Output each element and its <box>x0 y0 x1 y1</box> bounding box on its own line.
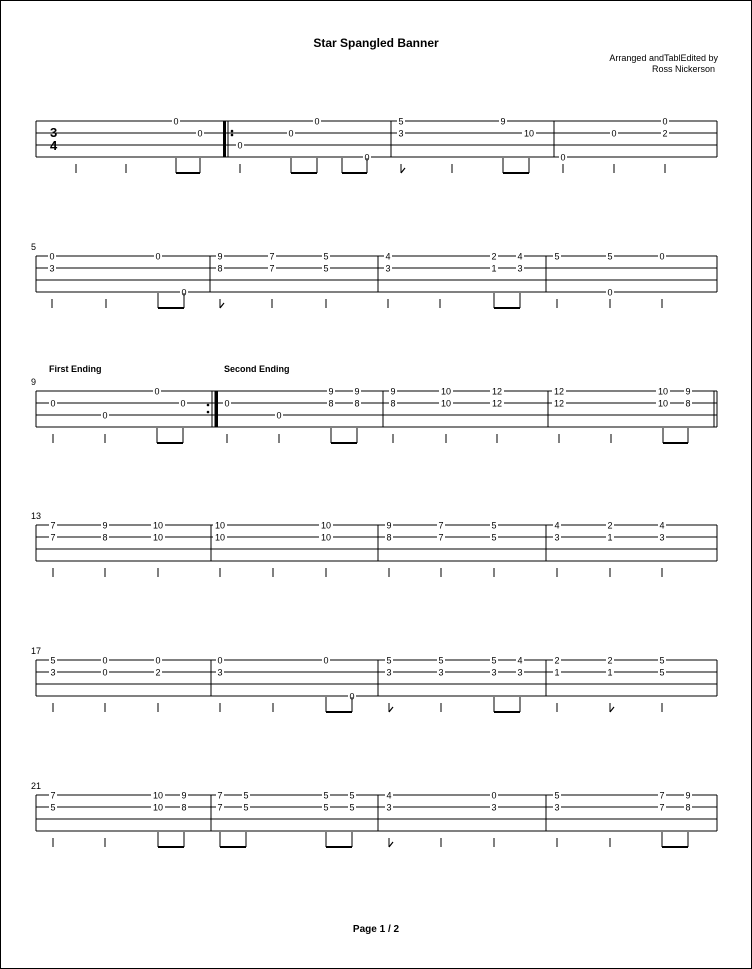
repeat-dot <box>231 134 234 137</box>
eighth-flag <box>389 842 393 847</box>
fret-number: 0 <box>224 398 230 409</box>
fret-number: 10 <box>440 398 452 409</box>
fret-number: 5 <box>554 790 560 801</box>
fret-number: 0 <box>491 790 497 801</box>
fret-number: 0 <box>102 667 108 678</box>
fret-number: 8 <box>328 398 334 409</box>
fret-number: 9 <box>181 790 187 801</box>
fret-number: 5 <box>349 802 355 813</box>
fret-number: 8 <box>386 532 392 543</box>
fret-number: 1 <box>554 667 560 678</box>
fret-number: 7 <box>50 790 56 801</box>
fret-number: 0 <box>237 140 243 151</box>
fret-number: 8 <box>685 802 691 813</box>
arranger-name: Ross Nickerson <box>651 64 715 74</box>
fret-number: 5 <box>323 263 329 274</box>
fret-number: 12 <box>491 386 503 397</box>
fret-number: 0 <box>607 287 613 298</box>
eighth-flag <box>401 168 405 173</box>
fret-number: 3 <box>386 667 392 678</box>
fret-number: 10 <box>214 520 226 531</box>
fret-number: 9 <box>102 520 108 531</box>
fret-number: 0 <box>102 655 108 666</box>
beam <box>157 442 183 444</box>
beam <box>158 307 184 309</box>
fret-number: 3 <box>517 667 523 678</box>
fret-number: 0 <box>323 655 329 666</box>
fret-number: 5 <box>243 790 249 801</box>
fret-number: 7 <box>217 790 223 801</box>
fret-number: 5 <box>323 790 329 801</box>
repeat-dot <box>231 130 234 133</box>
fret-number: 0 <box>560 152 566 163</box>
fret-number: 8 <box>685 398 691 409</box>
tab-system <box>31 781 717 848</box>
tab-system <box>31 511 717 577</box>
fret-number: 5 <box>323 802 329 813</box>
fret-number: 0 <box>155 251 161 262</box>
fret-number: 4 <box>517 655 523 666</box>
fret-number: 2 <box>607 520 613 531</box>
ending-label: First Ending <box>49 364 102 374</box>
fret-number: 0 <box>364 152 370 163</box>
fret-number: 10 <box>214 532 226 543</box>
fret-number: 10 <box>440 386 452 397</box>
fret-number: 10 <box>657 386 669 397</box>
fret-number: 0 <box>49 251 55 262</box>
fret-number: 4 <box>386 790 392 801</box>
fret-number: 9 <box>685 386 691 397</box>
fret-number: 5 <box>349 790 355 801</box>
fret-number: 5 <box>50 802 56 813</box>
fret-number: 8 <box>217 263 223 274</box>
beam <box>158 846 184 848</box>
fret-number: 7 <box>217 802 223 813</box>
repeat-dot <box>207 404 210 407</box>
beam <box>331 442 357 444</box>
eighth-flag <box>220 303 224 308</box>
fret-number: 0 <box>181 287 187 298</box>
fret-number: 5 <box>491 532 497 543</box>
measure-number: 13 <box>31 511 42 521</box>
fret-number: 7 <box>438 532 444 543</box>
fret-number: 12 <box>553 386 565 397</box>
fret-number: 3 <box>491 667 497 678</box>
measure-number: 5 <box>31 242 37 252</box>
repeat-thick-bar <box>215 391 218 427</box>
fret-number: 5 <box>323 251 329 262</box>
fret-number: 2 <box>155 667 161 678</box>
fret-number: 3 <box>438 667 444 678</box>
eighth-flag <box>610 707 614 712</box>
measure-number: 17 <box>31 646 42 656</box>
song-title: Star Spangled Banner <box>313 36 439 50</box>
repeat-thick-bar <box>223 121 226 157</box>
fret-number: 2 <box>662 128 668 139</box>
fret-number: 3 <box>517 263 523 274</box>
fret-number: 4 <box>659 520 665 531</box>
fret-number: 0 <box>611 128 617 139</box>
beam <box>220 846 246 848</box>
fret-number: 3 <box>491 802 497 813</box>
fret-number: 10 <box>152 532 164 543</box>
fret-number: 0 <box>155 655 161 666</box>
tab-system <box>31 646 717 713</box>
fret-number: 8 <box>390 398 396 409</box>
fret-number: 8 <box>354 398 360 409</box>
fret-number: 0 <box>662 116 668 127</box>
fret-number: 0 <box>659 251 665 262</box>
fret-number: 9 <box>217 251 223 262</box>
fret-number: 0 <box>314 116 320 127</box>
measure-number: 9 <box>31 377 37 387</box>
fret-number: 3 <box>659 532 665 543</box>
fret-number: 5 <box>386 655 392 666</box>
beam <box>176 172 200 174</box>
fret-number: 2 <box>607 655 613 666</box>
fret-number: 5 <box>398 116 404 127</box>
fret-number: 1 <box>607 532 613 543</box>
fret-number: 3 <box>554 532 560 543</box>
fret-number: 9 <box>328 386 334 397</box>
fret-number: 2 <box>491 251 497 262</box>
fret-number: 8 <box>102 532 108 543</box>
fret-number: 1 <box>607 667 613 678</box>
fret-number: 10 <box>152 790 164 801</box>
beam <box>291 172 317 174</box>
beam <box>342 172 367 174</box>
fret-number: 5 <box>491 655 497 666</box>
fret-number: 9 <box>390 386 396 397</box>
fret-number: 5 <box>659 655 665 666</box>
fret-number: 5 <box>554 251 560 262</box>
fret-number: 2 <box>554 655 560 666</box>
beam <box>662 846 688 848</box>
fret-number: 7 <box>269 251 275 262</box>
fret-number: 5 <box>50 655 56 666</box>
fret-number: 1 <box>491 263 497 274</box>
fret-number: 0 <box>197 128 203 139</box>
fret-number: 7 <box>269 263 275 274</box>
fret-number: 0 <box>50 398 56 409</box>
fret-number: 9 <box>500 116 506 127</box>
beam <box>494 711 520 713</box>
fret-number: 5 <box>491 520 497 531</box>
fret-number: 3 <box>554 802 560 813</box>
fret-number: 12 <box>553 398 565 409</box>
fret-number: 0 <box>102 410 108 421</box>
fret-number: 0 <box>154 386 160 397</box>
ending-label: Second Ending <box>224 364 290 374</box>
beam <box>503 172 529 174</box>
fret-number: 5 <box>659 667 665 678</box>
fret-number: 5 <box>438 655 444 666</box>
fret-number: 4 <box>517 251 523 262</box>
fret-number: 8 <box>181 802 187 813</box>
tab-system <box>31 364 717 444</box>
fret-number: 7 <box>659 802 665 813</box>
fret-number: 5 <box>243 802 249 813</box>
fret-number: 7 <box>50 532 56 543</box>
fret-number: 0 <box>180 398 186 409</box>
fret-number: 0 <box>276 410 282 421</box>
fret-number: 9 <box>685 790 691 801</box>
fret-number: 3 <box>217 667 223 678</box>
tab-system <box>31 242 717 309</box>
eighth-flag <box>389 707 393 712</box>
fret-number: 10 <box>320 520 332 531</box>
fret-number: 0 <box>173 116 179 127</box>
fret-number: 3 <box>49 263 55 274</box>
time-signature-top: 3 <box>50 125 58 140</box>
repeat-dot <box>207 411 210 414</box>
fret-number: 3 <box>398 128 404 139</box>
fret-number: 10 <box>657 398 669 409</box>
fret-number: 10 <box>523 128 535 139</box>
fret-number: 0 <box>349 691 355 702</box>
beam <box>326 846 352 848</box>
fret-number: 4 <box>554 520 560 531</box>
fret-number: 0 <box>217 655 223 666</box>
fret-number: 5 <box>607 251 613 262</box>
fret-number: 7 <box>50 520 56 531</box>
fret-number: 7 <box>659 790 665 801</box>
fret-number: 3 <box>386 802 392 813</box>
tab-system <box>36 116 717 174</box>
time-signature-bottom: 4 <box>50 138 58 153</box>
page-number: Page 1 / 2 <box>352 924 400 935</box>
fret-number: 4 <box>385 251 391 262</box>
beam <box>494 307 520 309</box>
fret-number: 12 <box>491 398 503 409</box>
fret-number: 3 <box>385 263 391 274</box>
fret-number: 9 <box>386 520 392 531</box>
fret-number: 10 <box>152 802 164 813</box>
arranger-credit: Arranged andTablEdited by <box>609 53 718 63</box>
fret-number: 7 <box>438 520 444 531</box>
fret-number: 10 <box>152 520 164 531</box>
fret-number: 9 <box>354 386 360 397</box>
fret-number: 3 <box>50 667 56 678</box>
beam <box>663 442 688 444</box>
fret-number: 0 <box>288 128 294 139</box>
fret-number: 10 <box>320 532 332 543</box>
measure-number: 21 <box>31 781 42 791</box>
beam <box>326 711 352 713</box>
